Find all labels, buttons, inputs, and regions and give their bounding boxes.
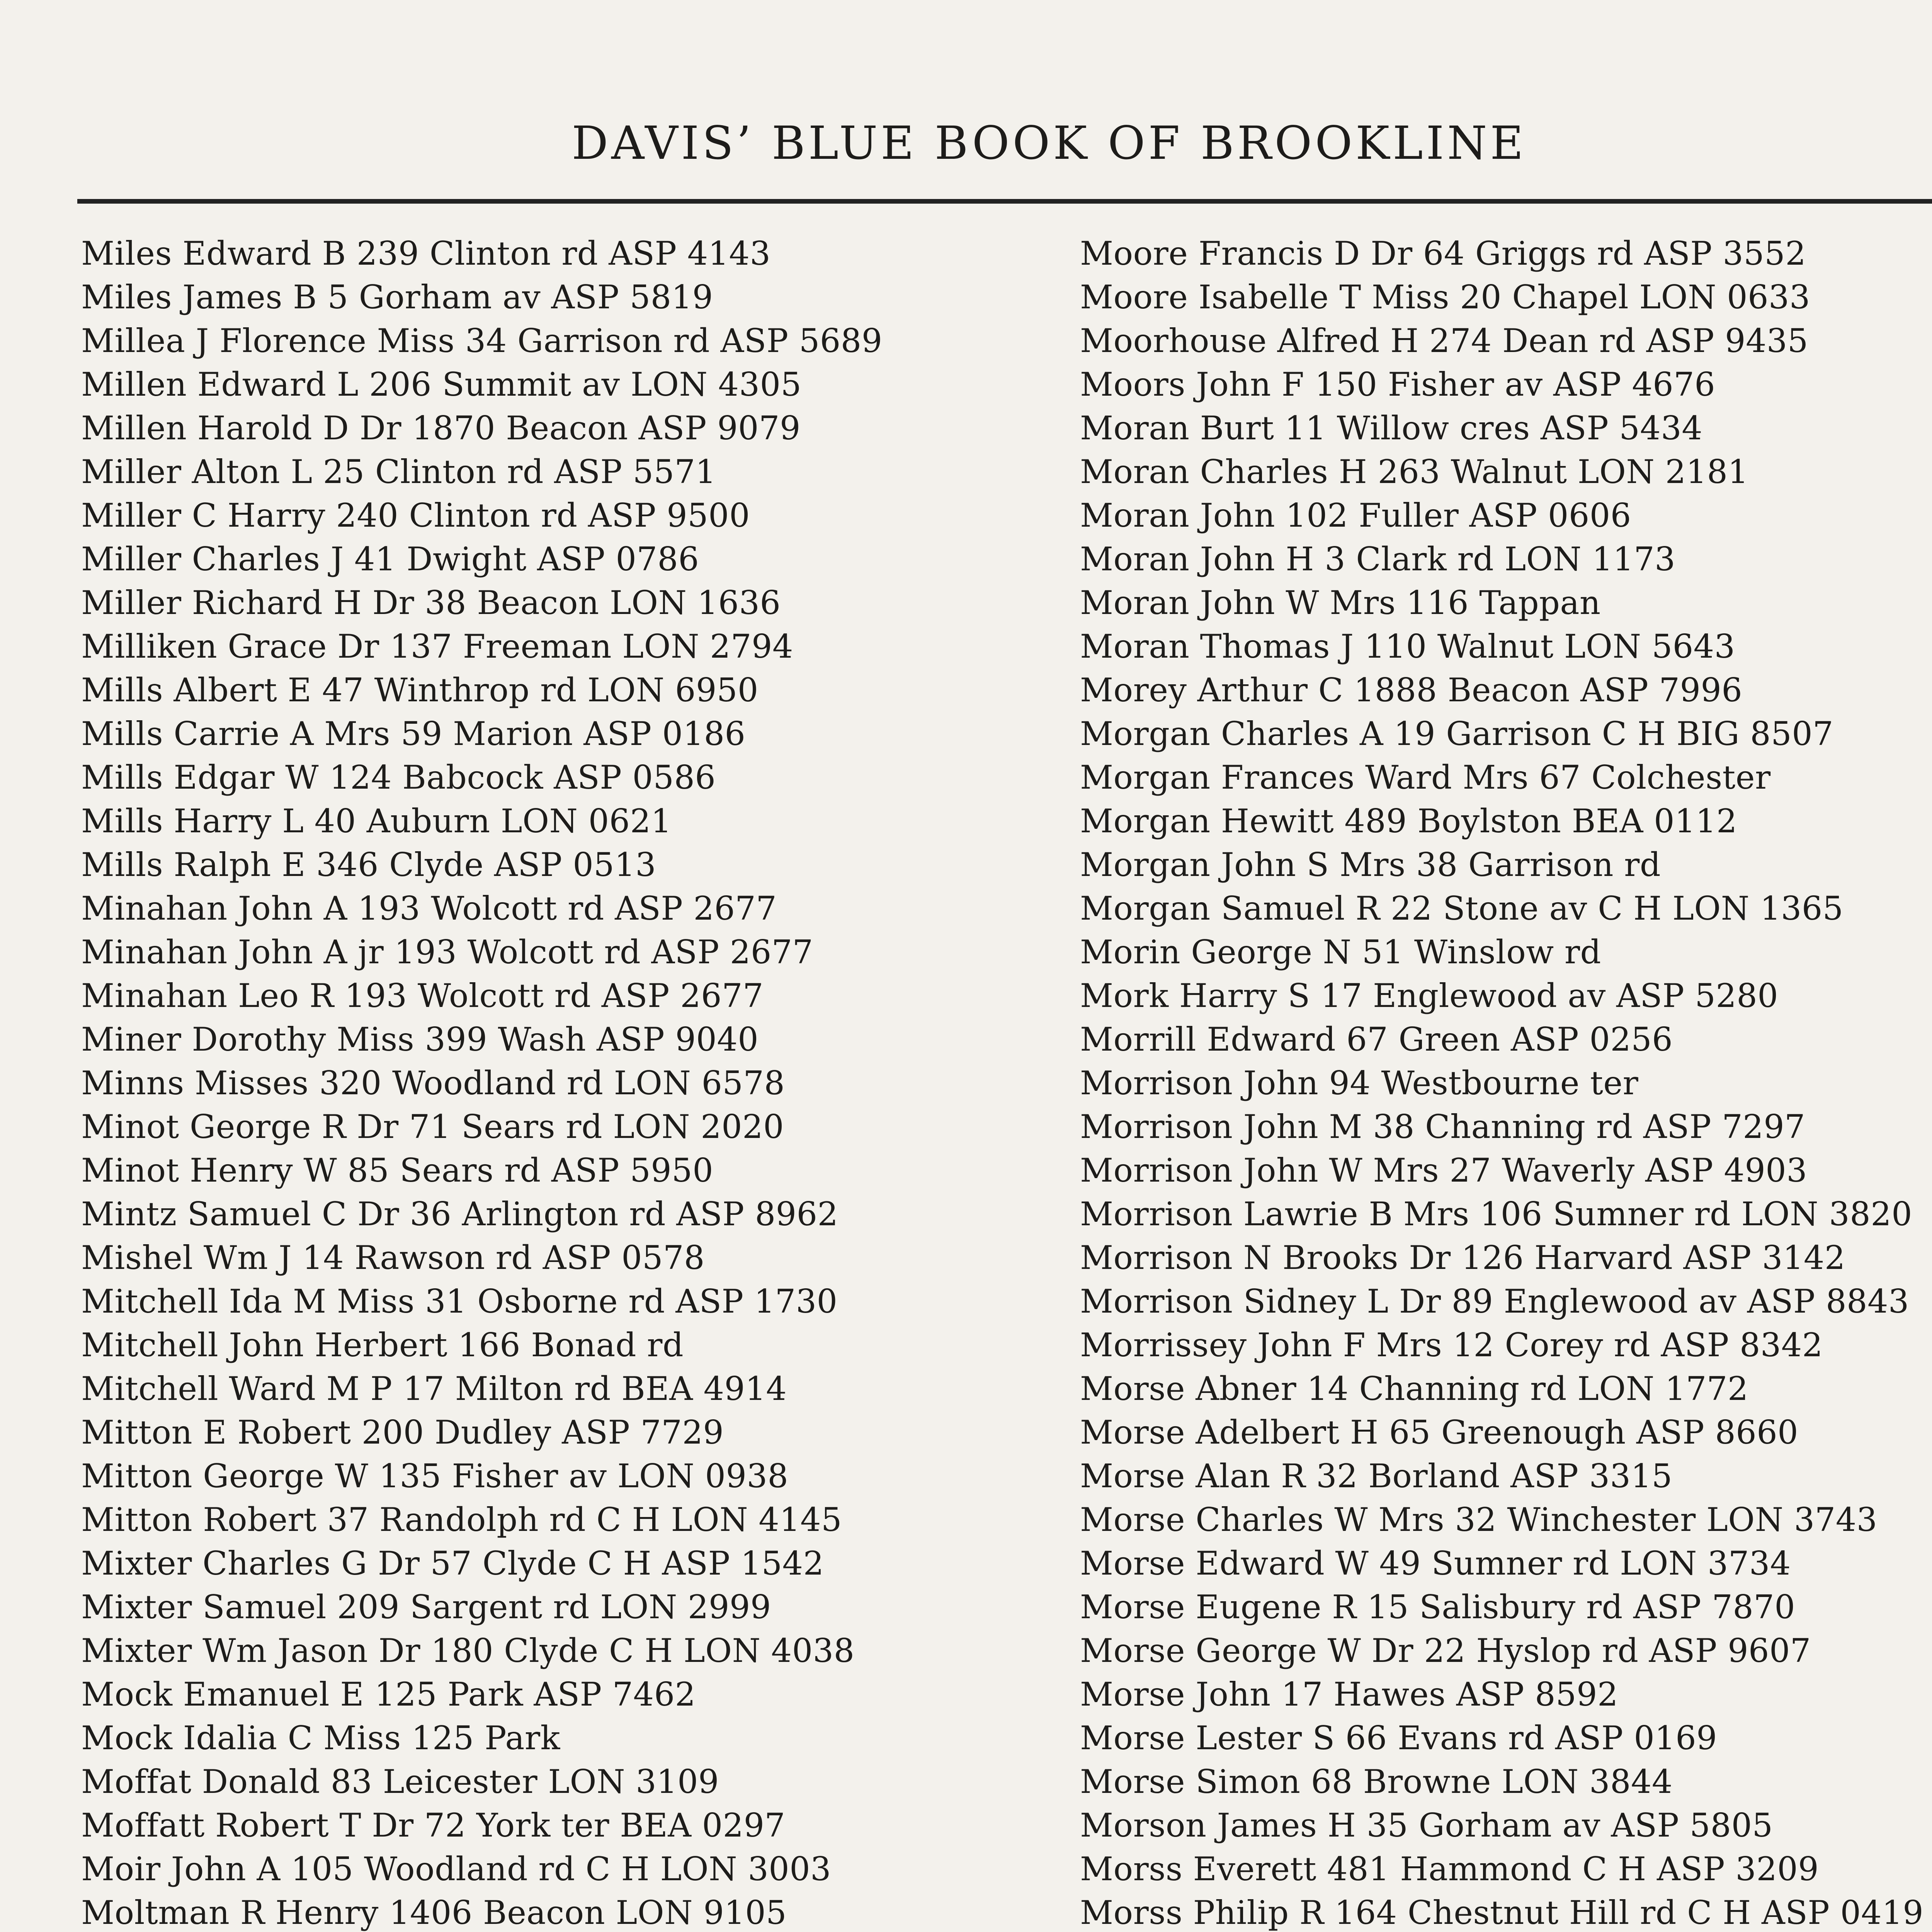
directory-entry: Mitchell Ward M P 17 Milton rd BEA 4914 xyxy=(81,1370,787,1408)
directory-entry: Mitton George W 135 Fisher av LON 0938 xyxy=(81,1457,789,1495)
directory-entry: Miller Richard H Dr 38 Beacon LON 1636 xyxy=(81,584,781,622)
directory-entry: Mitton E Robert 200 Dudley ASP 7729 xyxy=(81,1413,724,1451)
directory-entry: Morrison John W Mrs 27 Waverly ASP 4903 xyxy=(1080,1151,1808,1189)
directory-entry: Mills Harry L 40 Auburn LON 0621 xyxy=(81,802,672,840)
directory-entry: Morrill Edward 67 Green ASP 0256 xyxy=(1080,1020,1673,1058)
directory-entry: Mixter Samuel 209 Sargent rd LON 2999 xyxy=(81,1588,771,1626)
directory-entry: Morse George W Dr 22 Hyslop rd ASP 9607 xyxy=(1080,1632,1811,1670)
directory-entry: Morrison John M 38 Channing rd ASP 7297 xyxy=(1080,1108,1806,1146)
directory-entry: Moran John W Mrs 116 Tappan xyxy=(1080,584,1601,622)
directory-entry: Miller Alton L 25 Clinton rd ASP 5571 xyxy=(81,453,716,491)
directory-entry: Morse Adelbert H 65 Greenough ASP 8660 xyxy=(1080,1413,1799,1451)
directory-entry: Morson James H 35 Gorham av ASP 5805 xyxy=(1080,1806,1773,1844)
directory-entry: Moran John H 3 Clark rd LON 1173 xyxy=(1080,540,1676,578)
directory-entry: Moors John F 150 Fisher av ASP 4676 xyxy=(1080,366,1716,403)
directory-entry: Minot Henry W 85 Sears rd ASP 5950 xyxy=(81,1151,714,1189)
page-header xyxy=(77,112,1932,174)
directory-entry: Morse Eugene R 15 Salisbury rd ASP 7870 xyxy=(1080,1588,1796,1626)
directory-entry: Morrison Sidney L Dr 89 Englewood av ASP 8843 xyxy=(1080,1282,1909,1320)
directory-entry: Morgan Frances Ward Mrs 67 Colchester xyxy=(1080,759,1771,796)
directory-entry: Morse Abner 14 Channing rd LON 1772 xyxy=(1080,1370,1748,1408)
directory-entry: Morss Everett 481 Hammond C H ASP 3209 xyxy=(1080,1850,1819,1888)
directory-entry: Morgan Charles A 19 Garrison C H BIG 8507 xyxy=(1080,715,1834,753)
directory-entry: Moir John A 105 Woodland rd C H LON 3003 xyxy=(81,1850,832,1888)
directory-entry: Moore Francis D Dr 64 Griggs rd ASP 3552 xyxy=(1080,235,1806,272)
right-column xyxy=(1080,232,1932,1932)
directory-entry: Moore Isabelle T Miss 20 Chapel LON 0633 xyxy=(1080,278,1810,316)
directory-entry: Moffat Donald 83 Leicester LON 3109 xyxy=(81,1763,719,1801)
directory-entry: Moorhouse Alfred H 274 Dean rd ASP 9435 xyxy=(1080,322,1808,360)
directory-entry: Minahan John A 193 Wolcott rd ASP 2677 xyxy=(81,889,777,927)
directory-entry: Morgan John S Mrs 38 Garrison rd xyxy=(1080,846,1661,884)
directory-entry: Minot George R Dr 71 Sears rd LON 2020 xyxy=(81,1108,784,1146)
directory-entry: Mock Emanuel E 125 Park ASP 7462 xyxy=(81,1675,696,1713)
directory-entry: Mills Carrie A Mrs 59 Marion ASP 0186 xyxy=(81,715,746,753)
header-rule xyxy=(77,199,1932,204)
directory-entry: Morse Simon 68 Browne LON 3844 xyxy=(1080,1763,1673,1801)
directory-entry: Morgan Samuel R 22 Stone av C H LON 1365 xyxy=(1080,889,1844,927)
directory-entry: Mintz Samuel C Dr 36 Arlington rd ASP 8962 xyxy=(81,1195,838,1233)
directory-entry: Milliken Grace Dr 137 Freeman LON 2794 xyxy=(81,628,793,665)
directory-entry: Moffatt Robert T Dr 72 York ter BEA 0297 xyxy=(81,1806,786,1844)
directory-entry: Mishel Wm J 14 Rawson rd ASP 0578 xyxy=(81,1239,705,1277)
directory-entry: Moltman R Henry 1406 Beacon LON 9105 xyxy=(81,1894,787,1932)
directory-entry: Morrison John 94 Westbourne ter xyxy=(1080,1064,1639,1102)
directory-entry: Morse Lester S 66 Evans rd ASP 0169 xyxy=(1080,1719,1718,1757)
directory-entry: Moran Burt 11 Willow cres ASP 5434 xyxy=(1080,409,1703,447)
directory-entry: Morgan Hewitt 489 Boylston BEA 0112 xyxy=(1080,802,1737,840)
directory-entry: Millen Harold D Dr 1870 Beacon ASP 9079 xyxy=(81,409,801,447)
directory-entry: Morrison Lawrie B Mrs 106 Sumner rd LON 3820 xyxy=(1080,1195,1913,1233)
directory-entry: Miller C Harry 240 Clinton rd ASP 9500 xyxy=(81,497,750,534)
directory-entry: Moran Thomas J 110 Walnut LON 5643 xyxy=(1080,628,1735,665)
directory-entry: Morss Philip R 164 Chestnut Hill rd C H ASP 0419 xyxy=(1080,1894,1924,1932)
directory-entry: Mitton Robert 37 Randolph rd C H LON 4145 xyxy=(81,1501,842,1539)
directory-entry: Morey Arthur C 1888 Beacon ASP 7996 xyxy=(1080,671,1743,709)
directory-entry: Morrison N Brooks Dr 126 Harvard ASP 3142 xyxy=(1080,1239,1845,1277)
directory-entry: Mills Ralph E 346 Clyde ASP 0513 xyxy=(81,846,656,884)
directory-entry: Millea J Florence Miss 34 Garrison rd ASP 5689 xyxy=(81,322,883,360)
directory-entry: Miles James B 5 Gorham av ASP 5819 xyxy=(81,278,713,316)
directory-entry: Miles Edward B 239 Clinton rd ASP 4143 xyxy=(81,235,771,272)
directory-entry: Morse Edward W 49 Sumner rd LON 3734 xyxy=(1080,1544,1791,1582)
directory-entry: Mitchell Ida M Miss 31 Osborne rd ASP 1730 xyxy=(81,1282,838,1320)
directory-entry: Moran Charles H 263 Walnut LON 2181 xyxy=(1080,453,1749,491)
directory-entry: Mixter Charles G Dr 57 Clyde C H ASP 1542 xyxy=(81,1544,824,1582)
directory-entry: Minahan Leo R 193 Wolcott rd ASP 2677 xyxy=(81,977,764,1015)
directory-entry: Mork Harry S 17 Englewood av ASP 5280 xyxy=(1080,977,1779,1015)
left-column xyxy=(81,232,1066,1932)
directory-entry: Minahan John A jr 193 Wolcott rd ASP 2677 xyxy=(81,933,813,971)
directory-entry: Mock Idalia C Miss 125 Park xyxy=(81,1719,560,1757)
directory-entry: Morrissey John F Mrs 12 Corey rd ASP 8342 xyxy=(1080,1326,1823,1364)
directory-entry: Miner Dorothy Miss 399 Wash ASP 9040 xyxy=(81,1020,759,1058)
directory-entry: Mixter Wm Jason Dr 180 Clyde C H LON 4038 xyxy=(81,1632,855,1670)
directory-entry: Miller Charles J 41 Dwight ASP 0786 xyxy=(81,540,699,578)
directory-entry: Mitchell John Herbert 166 Bonad rd xyxy=(81,1326,684,1364)
directory-entry: Moran John 102 Fuller ASP 0606 xyxy=(1080,497,1631,534)
directory-entry: Minns Misses 320 Woodland rd LON 6578 xyxy=(81,1064,785,1102)
directory-entry: Mills Edgar W 124 Babcock ASP 0586 xyxy=(81,759,716,796)
directory-entry: Millen Edward L 206 Summit av LON 4305 xyxy=(81,366,802,403)
running-title: DAVIS’ BLUE BOOK OF BROOKLINE xyxy=(571,116,1527,170)
directory-entry: Morse Charles W Mrs 32 Winchester LON 3743 xyxy=(1080,1501,1878,1539)
directory-entry: Morse Alan R 32 Borland ASP 3315 xyxy=(1080,1457,1673,1495)
directory-entry: Mills Albert E 47 Winthrop rd LON 6950 xyxy=(81,671,759,709)
directory-entry: Morse John 17 Hawes ASP 8592 xyxy=(1080,1675,1618,1713)
directory-entry: Morin George N 51 Winslow rd xyxy=(1080,933,1601,971)
